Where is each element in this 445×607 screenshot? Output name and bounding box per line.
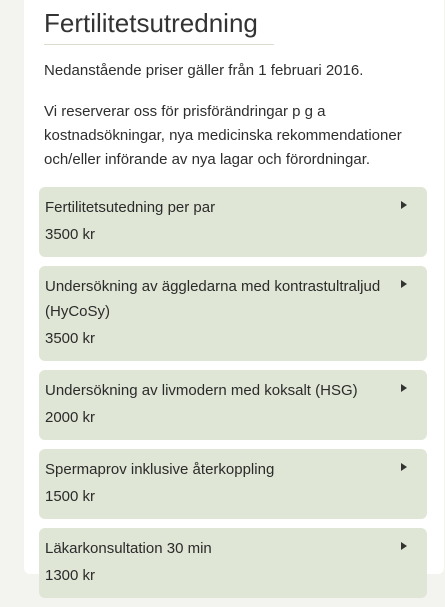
caret-right-icon[interactable] <box>401 280 407 288</box>
price-item-name: Spermaprov inklusive återkoppling <box>45 461 275 478</box>
title-divider <box>44 44 274 45</box>
price-item-semen-analysis[interactable] <box>39 449 427 519</box>
intro-text: Nedanstående priser gäller från 1 februari 2016. <box>44 62 364 79</box>
price-item-price: 3500 kr <box>45 330 96 347</box>
price-item-name: Fertilitetsutedning per par <box>45 199 216 216</box>
price-item-name: Undersökning av äggledarna med kontrastultraljud (HyCoSy) <box>45 278 381 320</box>
price-item-price: 1300 kr <box>45 567 96 584</box>
caret-right-icon[interactable] <box>401 384 407 392</box>
caret-right-icon[interactable] <box>401 542 407 550</box>
price-notice-text: Vi reserverar oss för prisförändringar p g a kostnadsökningar, nya medicinska rekommendationer och/eller införande av nya lagar och förordningar. <box>44 103 402 168</box>
page-title: Fertilitetsutredning <box>44 8 258 38</box>
caret-right-icon[interactable] <box>401 463 407 471</box>
price-item-price: 3500 kr <box>45 226 96 243</box>
price-item-fertility-assessment[interactable] <box>39 187 427 257</box>
price-item-hycosy[interactable] <box>39 266 427 361</box>
price-item-doctor-consultation[interactable] <box>39 528 427 598</box>
price-item-hsg[interactable] <box>39 370 427 440</box>
price-item-price: 2000 kr <box>45 409 96 426</box>
caret-right-icon[interactable] <box>401 201 407 209</box>
price-item-name: Undersökning av livmodern med koksalt (HSG) <box>45 382 358 399</box>
price-list <box>39 187 427 607</box>
price-item-name: Läkarkonsultation 30 min <box>45 540 212 557</box>
price-item-price: 1500 kr <box>45 488 96 505</box>
